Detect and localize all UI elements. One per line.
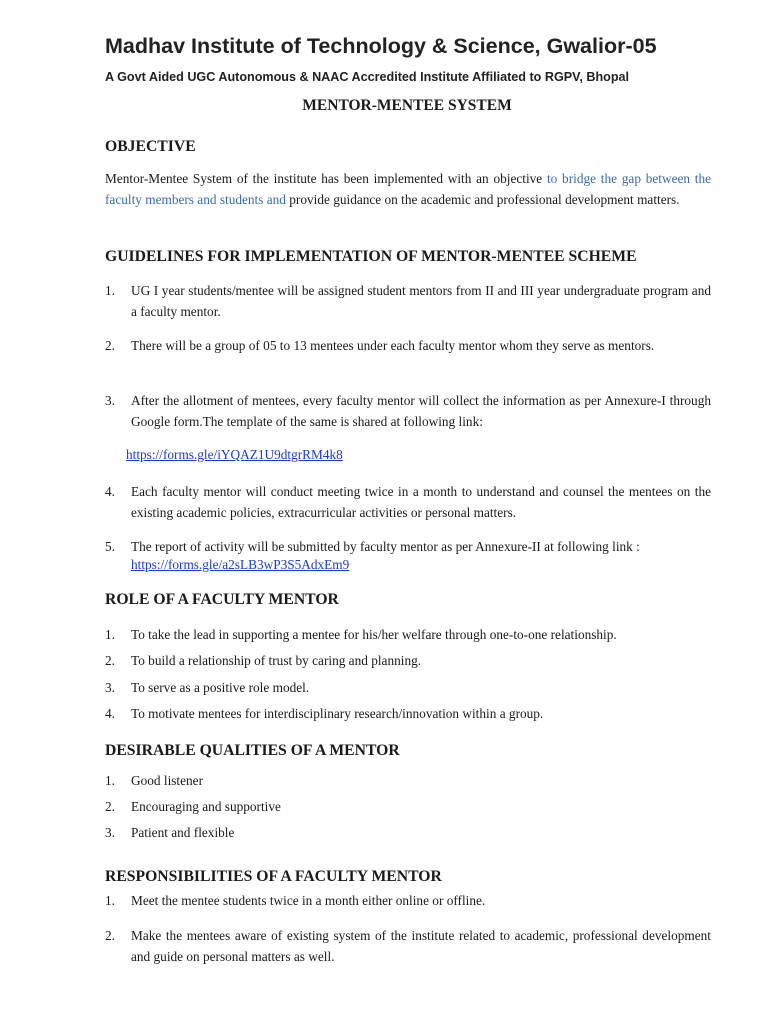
qualities-heading: DESIRABLE QUALITIES OF A MENTOR xyxy=(105,742,400,759)
list-text: After the allotment of mentees, every faculty mentor will collect the information as per Annexure-I through Google form.The template of the same is shared at following link: xyxy=(131,393,711,429)
list-number: 1. xyxy=(105,773,115,788)
list-number: 4. xyxy=(105,484,115,499)
list-text: To take the lead in supporting a mentee for his/her welfare through one-to-one relationship. xyxy=(131,627,617,642)
list-number: 1. xyxy=(105,283,115,298)
guidelines-heading: GUIDELINES FOR IMPLEMENTATION OF MENTOR-MENTEE SCHEME xyxy=(105,248,637,265)
list-text: To build a relationship of trust by caring and planning. xyxy=(131,653,422,668)
objective-highlight: to bridge the gap between the faculty members and students and xyxy=(105,171,712,207)
list-number: 4. xyxy=(105,706,115,721)
objective-text-start: Mentor-Mentee System of the institute has been implemented with an objective xyxy=(105,171,547,186)
list-text: Encouraging and supportive xyxy=(131,799,281,814)
list-text: Make the mentees aware of existing system of the institute related to academic, professional development and guide on personal matters as well. xyxy=(131,928,711,964)
list-text: The report of activity will be submitted by faculty mentor as per Annexure-II at following link : xyxy=(131,539,640,554)
responsibilities-heading: RESPONSIBILITIES OF A FACULTY MENTOR xyxy=(105,868,442,885)
list-text: Each faculty mentor will conduct meeting twice in a month to understand and counsel the mentees on the existing academic policies, extracurricular activities or personal matters. xyxy=(131,484,711,520)
list-number: 3. xyxy=(105,680,115,695)
list-text: Patient and flexible xyxy=(131,825,235,840)
list-text: Meet the mentee students twice in a month either online or offline. xyxy=(131,893,486,908)
list-number: 1. xyxy=(105,627,115,642)
list-number: 3. xyxy=(105,825,115,840)
annexure-2-form-link[interactable]: https://forms.gle/a2sLB3wP3S5AdxEm9 xyxy=(131,557,350,572)
list-text: To motivate mentees for interdisciplinary research/innovation within a group. xyxy=(131,706,544,721)
list-text: UG I year students/mentee will be assigned student mentors from II and III year undergraduate program and a faculty mentor. xyxy=(131,283,711,319)
list-number: 2. xyxy=(105,928,115,943)
list-number: 2. xyxy=(105,338,115,353)
objective-heading: OBJECTIVE xyxy=(105,138,196,155)
document-title: MENTOR-MENTEE SYSTEM xyxy=(302,97,512,114)
objective-paragraph xyxy=(105,168,711,210)
annexure-1-form-link[interactable]: https://forms.gle/iYQAZ1U9dtgrRM4k8 xyxy=(126,447,343,462)
list-number: 3. xyxy=(105,393,115,408)
list-text: Good listener xyxy=(131,773,204,788)
institute-name: Madhav Institute of Technology & Science, Gwalior-05 xyxy=(105,34,657,58)
list-number: 5. xyxy=(105,539,115,554)
role-heading: ROLE OF A FACULTY MENTOR xyxy=(105,591,339,608)
list-text: To serve as a positive role model. xyxy=(131,680,310,695)
list-text: There will be a group of 05 to 13 mentees under each faculty mentor whom they serve as mentors. xyxy=(131,338,655,353)
list-number: 2. xyxy=(105,799,115,814)
objective-text-end: provide guidance on the academic and professional development matters. xyxy=(285,192,680,207)
institute-subtitle: A Govt Aided UGC Autonomous & NAAC Accredited Institute Affiliated to RGPV, Bhopal xyxy=(105,70,630,84)
list-number: 2. xyxy=(105,653,115,668)
list-number: 1. xyxy=(105,893,115,908)
